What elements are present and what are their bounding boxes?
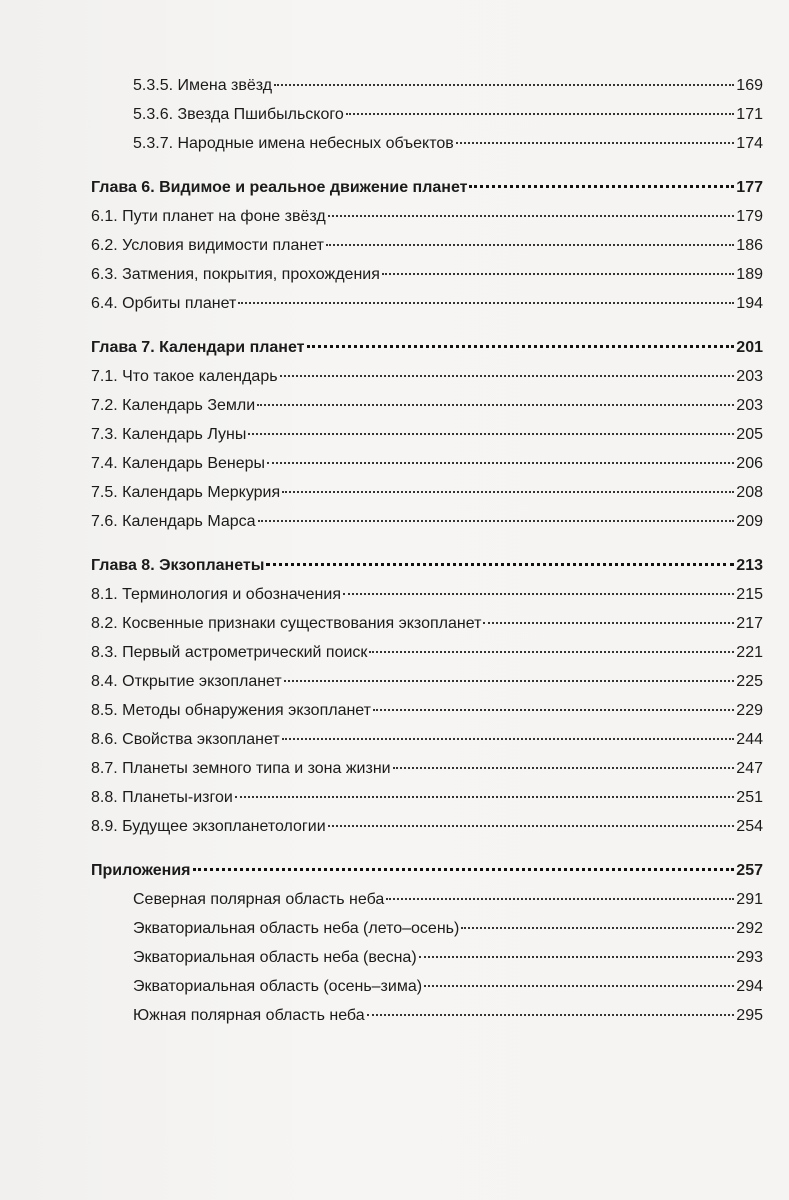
leader-dots (424, 985, 734, 987)
toc-entry-label: 8.5. Методы обнаружения экзопланет (91, 702, 371, 719)
toc-entry-page: 189 (736, 266, 763, 283)
toc-entry (91, 667, 763, 696)
leader-dots (193, 868, 735, 871)
toc-entry-label: 5.3.5. Имена звёзд (133, 77, 273, 94)
toc-entry-label: 7.5. Календарь Меркурия (91, 484, 281, 501)
toc-entry-label: 7.2. Календарь Земли (91, 397, 256, 414)
toc-entry (91, 580, 763, 609)
toc-entry-page: 293 (736, 949, 763, 966)
toc-entry-page: 225 (736, 673, 763, 690)
toc-chapter-title: Глава 7. Календари планет (91, 339, 305, 356)
toc-entry-page: 215 (736, 586, 763, 603)
toc-entry (91, 638, 763, 667)
toc-entry-page: 217 (736, 615, 763, 632)
toc-entry (91, 362, 763, 391)
leader-dots (382, 273, 734, 275)
toc-entry (91, 943, 763, 972)
toc-entry-page: 221 (736, 644, 763, 661)
table-of-contents (91, 71, 763, 1030)
leader-dots (483, 622, 734, 624)
toc-entry (91, 289, 763, 318)
toc-entry (91, 129, 763, 158)
toc-entry-label: 6.2. Условия видимости планет (91, 237, 324, 254)
toc-chapter-page: 201 (736, 339, 763, 356)
toc-entry-label: 6.3. Затмения, покрытия, прохождения (91, 266, 380, 283)
leader-dots (456, 142, 735, 144)
toc-entry-label: 6.4. Орбиты планет (91, 295, 237, 312)
toc-entry-page: 209 (736, 513, 763, 530)
toc-entry (91, 507, 763, 536)
leader-dots (235, 796, 734, 798)
toc-entry (91, 420, 763, 449)
toc-chapter (91, 856, 763, 885)
toc-chapter-page: 177 (736, 179, 763, 196)
toc-chapter-title: Приложения (91, 862, 191, 879)
toc-entry (91, 885, 763, 914)
leader-dots (373, 709, 734, 711)
toc-entry-label: 5.3.7. Народные имена небесных объектов (133, 135, 454, 152)
toc-entry-label: 6.1. Пути планет на фоне звёзд (91, 208, 326, 225)
toc-chapter (91, 333, 763, 362)
toc-entry-label: 8.4. Открытие экзопланет (91, 673, 282, 690)
toc-entry-page: 291 (736, 891, 763, 908)
leader-dots (238, 302, 734, 304)
toc-chapter (91, 551, 763, 580)
toc-entry-label: Северная полярная область неба (133, 891, 385, 908)
toc-entry-page: 206 (736, 455, 763, 472)
leader-dots (282, 491, 734, 493)
toc-entry-label: Южная полярная область неба (133, 1007, 365, 1024)
leader-dots (461, 927, 734, 929)
leader-dots (393, 767, 735, 769)
toc-entry (91, 231, 763, 260)
leader-dots (367, 1014, 735, 1016)
toc-entry (91, 754, 763, 783)
toc-entry (91, 972, 763, 1001)
leader-dots (328, 215, 735, 217)
toc-entry-label: 7.3. Календарь Луны (91, 426, 247, 443)
leader-dots (386, 898, 734, 900)
leader-dots (258, 520, 735, 522)
toc-entry-page: 169 (736, 77, 763, 94)
toc-entry-label: 8.6. Свойства экзопланет (91, 731, 280, 748)
toc-entry-page: 186 (736, 237, 763, 254)
toc-entry-page: 171 (736, 106, 763, 123)
leader-dots (307, 345, 735, 348)
toc-entry-page: 205 (736, 426, 763, 443)
toc-chapter-title: Глава 8. Экзопланеты (91, 557, 265, 574)
leader-dots (419, 956, 735, 958)
leader-dots (326, 244, 734, 246)
toc-entry-page: 247 (736, 760, 763, 777)
toc-entry (91, 812, 763, 841)
toc-entry-label: 7.4. Календарь Венеры (91, 455, 266, 472)
toc-entry-label: 8.1. Терминология и обозначения (91, 586, 341, 603)
toc-entry-page: 179 (736, 208, 763, 225)
leader-dots (280, 375, 735, 377)
toc-chapter-page: 213 (736, 557, 763, 574)
leader-dots (266, 563, 734, 566)
leader-dots (282, 738, 735, 740)
toc-entry-page: 292 (736, 920, 763, 937)
toc-entry-label: 7.6. Календарь Марса (91, 513, 256, 530)
toc-chapter (91, 173, 763, 202)
toc-entry (91, 71, 763, 100)
toc-entry (91, 1001, 763, 1030)
toc-entry-label: Экваториальная область (осень–зима) (133, 978, 423, 995)
toc-entry-label: 8.9. Будущее экзопланетологии (91, 818, 326, 835)
toc-entry-label: 8.3. Первый астрометрический поиск (91, 644, 368, 661)
toc-entry-page: 203 (736, 397, 763, 414)
toc-chapter-title: Глава 6. Видимое и реальное движение планет (91, 179, 468, 196)
leader-dots (469, 185, 734, 188)
toc-entry-page: 254 (736, 818, 763, 835)
toc-entry-page: 203 (736, 368, 763, 385)
toc-entry-page: 251 (736, 789, 763, 806)
toc-entry-page: 229 (736, 702, 763, 719)
toc-entry-page: 244 (736, 731, 763, 748)
toc-entry-label: Экваториальная область неба (лето–осень) (133, 920, 460, 937)
toc-entry (91, 609, 763, 638)
toc-chapter-page: 257 (736, 862, 763, 879)
toc-entry-page: 174 (736, 135, 763, 152)
toc-entry (91, 100, 763, 129)
toc-entry-label: 8.8. Планеты-изгои (91, 789, 233, 806)
leader-dots (274, 84, 734, 86)
toc-entry (91, 696, 763, 725)
toc-entry-page: 294 (736, 978, 763, 995)
leader-dots (284, 680, 735, 682)
toc-entry-page: 194 (736, 295, 763, 312)
toc-entry-label: 5.3.6. Звезда Пшибыльского (133, 106, 344, 123)
toc-entry (91, 202, 763, 231)
toc-entry (91, 914, 763, 943)
leader-dots (267, 462, 734, 464)
toc-entry (91, 391, 763, 420)
toc-entry-page: 208 (736, 484, 763, 501)
leader-dots (343, 593, 734, 595)
leader-dots (257, 404, 734, 406)
leader-dots (346, 113, 735, 115)
leader-dots (369, 651, 734, 653)
toc-entry (91, 725, 763, 754)
toc-entry (91, 478, 763, 507)
toc-entry (91, 260, 763, 289)
toc-entry-label: 8.7. Планеты земного типа и зона жизни (91, 760, 391, 777)
toc-entry-label: Экваториальная область неба (весна) (133, 949, 417, 966)
toc-entry-label: 7.1. Что такое календарь (91, 368, 278, 385)
toc-entry-page: 295 (736, 1007, 763, 1024)
toc-entry (91, 783, 763, 812)
leader-dots (328, 825, 735, 827)
toc-entry (91, 449, 763, 478)
toc-entry-label: 8.2. Косвенные признаки существования экзопланет (91, 615, 482, 632)
leader-dots (248, 433, 734, 435)
